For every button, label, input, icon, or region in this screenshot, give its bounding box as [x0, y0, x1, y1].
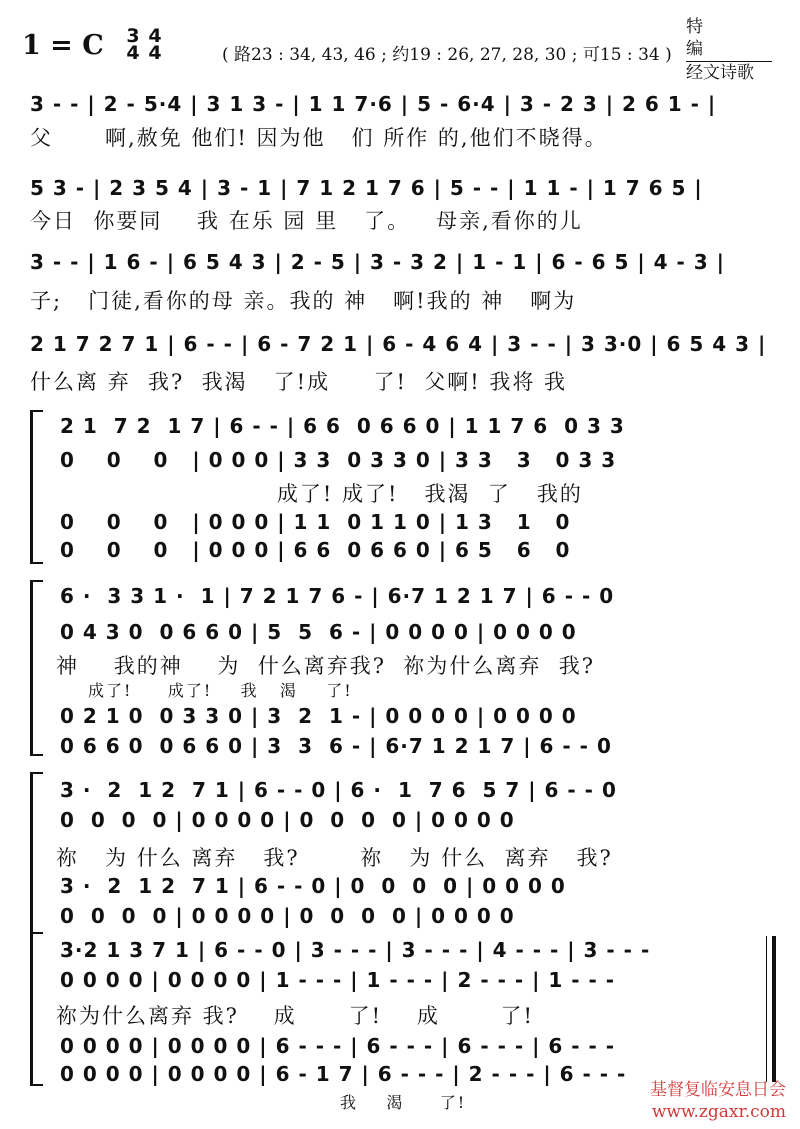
system-1-tenor: 0 0 0 | 0 0 0 | 1 1 0 1 1 0 | 1 3 1 0 — [60, 510, 571, 534]
row-3-lyrics: 子; 门徒,看你的母 亲。我的 神 啊!我的 神 啊为 — [30, 289, 577, 313]
credit-collection: 经文诗歌 — [686, 63, 754, 83]
row-4-lyrics: 什么离 弃 我? 我渴 了!成 了! 父啊! 我将 我 — [30, 370, 568, 394]
system-2-alto: 0 4 3 0 0 6 6 0 | 5 5 6 - | 0 0 0 0 | 0 0 0 0 — [60, 620, 577, 644]
system-2-bass: 0 6 6 0 0 6 6 0 | 3 3 6 - | 6·7 1 2 1 7 | 6 - - 0 — [60, 734, 612, 758]
system-2-bracket — [30, 580, 43, 756]
watermark — [650, 1079, 786, 1123]
system-4-bass: 0 0 0 0 | 0 0 0 0 | 6 - 1 7 | 6 - - - | 2 - - - | 6 - - - — [60, 1062, 627, 1086]
system-3-alto: 0 0 0 0 | 0 0 0 0 | 0 0 0 0 | 0 0 0 0 — [60, 808, 515, 832]
system-4-bracket — [30, 932, 43, 1086]
system-4-tenor: 0 0 0 0 | 0 0 0 0 | 6 - - - | 6 - - - | 6 - - - | 6 - - - — [60, 1034, 616, 1058]
row-4-notes: 2 1 7 2 7 1 | 6 - - | 6 - 7 2 1 | 6 - 4 6 4 | 3 - - | 3 3·0 | 6 5 4 3 | — [30, 332, 767, 356]
system-4-soprano: 3·2 1 3 7 1 | 6 - - 0 | 3 - - - | 3 - - - | 4 - - - | 3 - - - — [60, 938, 651, 962]
score-header — [22, 17, 778, 83]
watermark-name: 基督复临安息日会 — [650, 1080, 786, 1100]
system-4-lyrics: 祢为什么离弃 我? 成 了! 成 了! — [56, 1004, 534, 1028]
system-2-lyrics: 神 我的神 为 什么离弃我? 祢为什么离弃 我? — [56, 654, 595, 678]
system-1-lyrics: 成了! 成了! 我渴 了 我的 — [60, 482, 583, 506]
final-bar-thin — [766, 936, 767, 1082]
row-1-notes: 3 - - | 2 - 5·4 | 3 1 3 - | 1 1 7·6 | 5 - 6·4 | 3 - 2 3 | 2 6 1 - | — [30, 92, 717, 116]
scripture-references: ( 路23 : 34, 43, 46 ; 约19 : 26, 27, 28, 30 ; 可15 : 34 ) — [222, 45, 672, 65]
system-3-lyrics: 祢 为 什么 离弃 我? 祢 为 什么 离弃 我? — [56, 846, 613, 870]
system-4-lyrics-lower: 我 渴 了! — [340, 1093, 467, 1112]
system-2-lyrics-lower: 成了! 成了! 我 渴 了! — [88, 681, 353, 700]
row-3-notes: 3 - - | 1 6 - | 6 5 4 3 | 2 - 5 | 3 - 3 2 | 1 - 1 | 6 - 6 5 | 4 - 3 | — [30, 250, 725, 274]
credit-arranger: 特编 — [686, 17, 731, 59]
time-signature-1: 3 4 — [126, 25, 140, 64]
system-4-alto: 0 0 0 0 | 0 0 0 0 | 1 - - - | 1 - - - | 2 - - - | 1 - - - — [60, 968, 616, 992]
system-1-bracket — [30, 410, 43, 564]
system-1-soprano: 2 1 7 2 1 7 | 6 - - | 6 6 0 6 6 0 | 1 1 7 6 0 3 3 — [60, 414, 625, 438]
system-2-soprano: 6 · 3 3 1 · 1 | 7 2 1 7 6 - | 6·7 1 2 1 7 | 6 - - 0 — [60, 584, 615, 608]
system-3-bass: 0 0 0 0 | 0 0 0 0 | 0 0 0 0 | 0 0 0 0 — [60, 904, 515, 928]
row-2-notes: 5 3 - | 2 3 5 4 | 3 - 1 | 7 1 2 1 7 6 | 5 - - | 1 1 - | 1 7 6 5 | — [30, 176, 703, 200]
system-3-soprano: 3 · 2 1 2 7 1 | 6 - - 0 | 6 · 1 7 6 5 7 | 6 - - 0 — [60, 778, 617, 802]
system-3-bracket — [30, 772, 43, 934]
key-signature: 1 = C — [22, 30, 104, 61]
system-1-alto: 0 0 0 | 0 0 0 | 3 3 0 3 3 0 | 3 3 3 0 3 3 — [60, 448, 617, 472]
row-1-lyrics: 父 啊,赦免 他们! 因为他 们 所作 的,他们不晓得。 — [30, 126, 608, 150]
system-3-tenor: 3 · 2 1 2 7 1 | 6 - - 0 | 0 0 0 0 | 0 0 0 0 — [60, 874, 566, 898]
watermark-url: www.zgaxr.com — [651, 1102, 786, 1122]
credit — [686, 16, 772, 84]
system-2-tenor: 0 2 1 0 0 3 3 0 | 3 2 1 - | 0 0 0 0 | 0 0 0 0 — [60, 704, 577, 728]
system-1-bass: 0 0 0 | 0 0 0 | 6 6 0 6 6 0 | 6 5 6 0 — [60, 538, 571, 562]
time-signature-2: 4 4 — [148, 25, 162, 64]
final-bar-thick — [772, 936, 776, 1082]
row-2-lyrics: 今日 你要同 我 在乐 园 里 了。 母亲,看你的儿 — [30, 209, 583, 233]
